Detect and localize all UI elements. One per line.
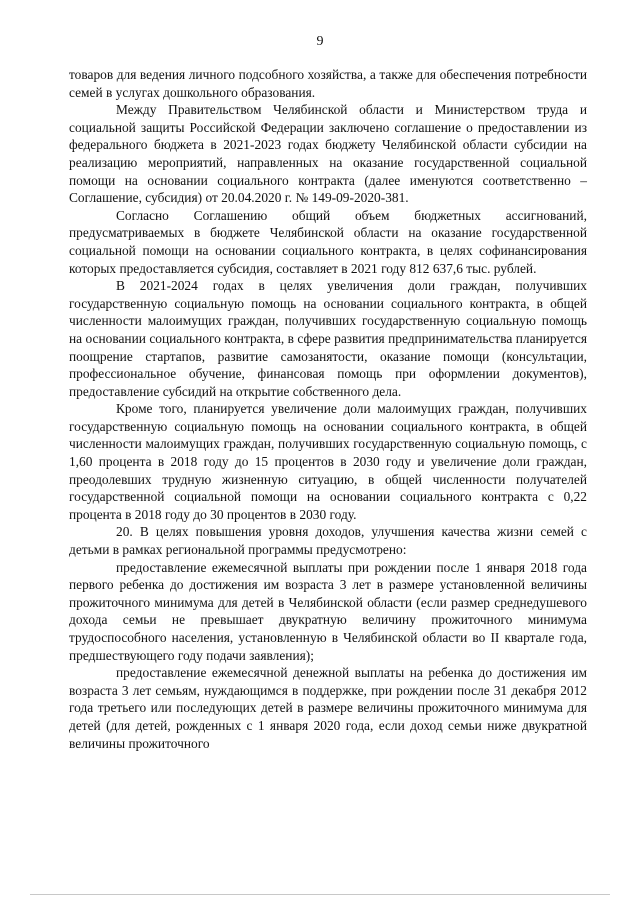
paragraph: 20. В целях повышения уровня доходов, улучшения качества жизни семей с детьми в рамках региональной программы предусмотрено: bbox=[69, 524, 587, 558]
paragraph: Между Правительством Челябинской области и Министерством труда и социальной защиты Российской Федерации заключено соглашение о предоставлении из федерального бюджета в 2021-2023 годах бюджету Челябинской области субсидии на реализацию мероприятий, направленных на оказание государственной социальной помощи на основании социального контракта (далее именуются соответственно – Соглашение, субсидия) от 20.04.2020 г. № 149-09-2020-381. bbox=[69, 102, 587, 206]
paragraph: предоставление ежемесячной денежной выплаты на ребенка до достижения им возраста 3 лет семьям, нуждающимся в поддержке, при рождении после 31 декабря 2012 года третьего или последующих детей в размере величины прожиточного минимума для детей (для детей, рожденных с 1 января 2020 года, если доход семьи ниже двукратной величины прожиточного bbox=[69, 665, 587, 751]
paragraph: Кроме того, планируется увеличение доли малоимущих граждан, получивших государственную социальную помощь на основании социального контракта, в общей численности малоимущих граждан, получивших государственную социальную помощь, с 1,60 процента в 2018 году до 15 процентов в 2030 году и увеличение доли граждан, преодолевших трудную жизненную ситуацию, в общей численности получателей государственной социальной помощи на основании социального контракта с 0,22 процента в 2018 году до 30 процентов в 2030 году. bbox=[69, 401, 587, 522]
paragraph: предоставление ежемесячной выплаты при рождении после 1 января 2018 года первого ребенка до достижения им возраста 3 лет в размере установленной величины прожиточного минимума для детей в Челябинской области (если размер среднедушевого дохода семьи не превышает двукратную величину прожиточного минимума трудоспособного населения, установленную в Челябинской области во II квартале года, предшествующего году подачи заявления); bbox=[69, 559, 587, 663]
page-bottom-edge bbox=[30, 894, 610, 895]
document-body bbox=[69, 66, 587, 752]
paragraph: В 2021-2024 годах в целях увеличения доли граждан, получивших государственную социальную помощь на основании социального контракта, в общей численности малоимущих граждан, получивших государственную социальную помощь на основании социального контракта, в сфере развития предпринимательства планируется поощрение стартапов, развитие самозанятости, оказание помощи (консультации, профессиональное обучение, финансовая помощь при оформлении документов), предоставление субсидий на открытие собственного дела. bbox=[69, 278, 587, 399]
paragraph: Согласно Соглашению общий объем бюджетных ассигнований, предусматриваемых в бюджете Челябинской области на оказание государственной социальной помощи на основании социального контракта, в целях софинансирования которых предоставляется субсидия, составляет в 2021 году 812 637,6 тыс. рублей. bbox=[69, 207, 587, 276]
page-number: 9 bbox=[316, 34, 324, 49]
paragraph: товаров для ведения личного подсобного хозяйства, а также для обеспечения потребности семей в услугах дошкольного образования. bbox=[69, 67, 587, 100]
